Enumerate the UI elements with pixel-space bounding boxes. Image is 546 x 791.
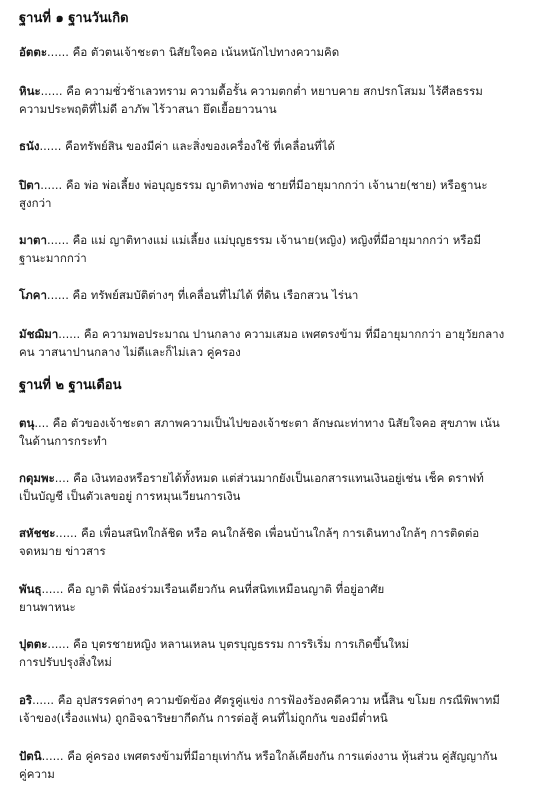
entry-term: ปุตตะ <box>19 637 48 651</box>
entry-definition-line: คือ ตัวตนเจ้าชะตา นิสัยใจคอ เน้นหนักไปทางความคิด <box>72 45 340 59</box>
entry-definition-line: คน วาสนาปานกลาง ไม่ดีและก็ไม่เลว คู่ครอง <box>19 345 241 359</box>
entry-definition-line: คือ ทรัพย์สมบัติต่างๆ ที่เคลื่อนที่ไม่ได้ ที่ดิน เรือกสวน ไร่นา <box>72 288 359 302</box>
entry-definition-line: ความประพฤติที่ไม่ดี อาภัพ ไร้วาสนา ยึดเยื้อยาวนาน <box>19 102 277 116</box>
entry-term: สหัชชะ <box>19 526 56 540</box>
entry-patni <box>19 747 535 783</box>
entry-term: ตนุ <box>19 416 35 430</box>
entry-separator: ...... <box>47 45 69 59</box>
entry-definition-line: การปรับปรุงสิ่งใหม่ <box>19 655 112 669</box>
entry-separator: .... <box>34 416 49 430</box>
entry-term: ธนัง <box>19 139 40 153</box>
entry-definition-line: คู่ความ <box>19 767 55 781</box>
entry-term: พันธุ <box>19 582 42 596</box>
entry-phokha <box>19 286 535 304</box>
entry-definition-line: คือ พ่อ พ่อเลี้ยง พ่อบุญธรรม ญาติทางพ่อ ชายที่มีอายุมากกว่า เจ้านาย(ชาย) หรือฐานะ <box>65 178 488 192</box>
entry-separator: ...... <box>41 749 64 763</box>
entry-thanang <box>19 137 535 155</box>
entry-separator: ...... <box>46 233 69 247</box>
entry-definition-line: คือ ญาติ พี่น้องร่วมเรือนเดียวกัน คนที่สนิทเหมือนญาติ ที่อยู่อาศัย <box>67 582 385 596</box>
entry-mata <box>19 231 535 267</box>
entry-definition-line: คือ ตัวของเจ้าชะตา สภาพความเป็นไปของเจ้าชะตา ลักษณะท่าทาง นิสัยใจคอ สุขภาพ เน้น <box>52 416 500 430</box>
entry-sahatcha <box>19 524 535 560</box>
entry-separator: ...... <box>41 582 64 596</box>
entry-definition-line: เป็นบัญชี เป็นตัวเลขอยู่ การหมุนเวียนการเงิน <box>19 489 241 503</box>
entry-separator: ...... <box>40 178 63 192</box>
entry-pita <box>19 176 535 212</box>
entry-definition-line: คือ ความชั่วช้าเลวทราม ความดื้อรั้น ความตกต่ำ หยาบคาย สกปรกโสมม ไร้ศีลธรรม <box>66 84 483 98</box>
entry-definition-line: คือ เงินทองหรือรายได้ทั้งหมด แต่ส่วนมากยังเป็นเอกสารแทนเงินอยู่เช่น เช็ค ดราฟท์ <box>73 471 484 485</box>
entry-definition-line: ยานพาหนะ <box>19 600 76 614</box>
entry-separator: ...... <box>40 84 63 98</box>
entry-definition-line: ในด้านการกระทำ <box>19 434 108 448</box>
entry-definition-line: คือ เพื่อนสนิทใกล้ชิด หรือ คนใกล้ชิด เพื่อนบ้านใกล้ๆ การเดินทางใกล้ๆ การติดต่อ <box>80 526 480 540</box>
entry-phanthu <box>19 580 535 616</box>
entry-matchima <box>19 325 535 361</box>
entry-term: มัชฌิมา <box>19 327 59 341</box>
entry-separator: .... <box>54 471 70 485</box>
entry-attata <box>19 43 535 61</box>
section-heading-month: ฐานที่ ๒ ฐานเดือน <box>19 378 122 393</box>
entry-term: ปิตา <box>19 178 41 192</box>
entry-definition-line: สูงกว่า <box>19 196 52 210</box>
entry-definition-line: คือ บุตรชายหญิง หลานเหลน บุตรบุญธรรม การริเริ่ม การเกิดขึ้นใหม่ <box>73 637 410 651</box>
entry-term: โภคา <box>19 288 47 302</box>
entry-separator: ...... <box>55 526 78 540</box>
entry-ari <box>19 691 535 727</box>
entry-definition-line: คือ ความพอประมาณ ปานกลาง ความเสมอ เพศตรงข้าม ที่มีอายุมากกว่า อายุวัยกลาง <box>83 327 505 341</box>
entry-puttra <box>19 635 535 671</box>
section-heading-birthday: ฐานที่ ๑ ฐานวันเกิด <box>19 11 129 26</box>
entry-separator: ...... <box>58 327 81 341</box>
entry-definition-line: จดหมาย ข่าวสาร <box>19 544 106 558</box>
entry-term: หินะ <box>19 84 41 98</box>
entry-definition-line: เจ้าของ(เรื่องแฟน) ถูกอิจฉาริษยากีดกัน การต่อสู้ คนที่ไม่ถูกกัน ของมีต่ำหนิ <box>19 711 388 725</box>
entry-kadumpha <box>19 469 535 505</box>
entry-definition-line: ฐานะมากกว่า <box>19 251 87 265</box>
entry-term: อริ <box>19 693 33 707</box>
entry-term: มาตา <box>19 233 47 247</box>
entry-hina <box>19 82 535 118</box>
entry-term: กดุมพะ <box>19 471 55 485</box>
entry-separator: ...... <box>46 288 69 302</box>
entry-tanu <box>19 414 535 450</box>
entry-definition-line: คือ คู่ครอง เพศตรงข้ามที่มีอายุเท่ากัน หรือใกล้เคียงกัน การแต่งงาน หุ้นส่วน คู่สัญญากัน <box>67 749 498 763</box>
entry-definition-line: คือทรัพย์สิน ของมีค่า และสิ่งของเครื่องใช้ ที่เคลื่อนที่ได้ <box>65 139 335 153</box>
entry-separator: ...... <box>39 139 62 153</box>
entry-term: อัตตะ <box>19 45 48 59</box>
entry-definition-line: คือ อุปสรรคต่างๆ ความขัดข้อง ศัตรูคู่แข่ง การฟ้องร้องคดีความ หนี้สิน ขโมย กรณีพิพาทมี <box>57 693 500 707</box>
entry-separator: ...... <box>47 637 70 651</box>
entry-term: ปัตนิ <box>19 749 42 763</box>
entry-separator: ...... <box>32 693 55 707</box>
entry-definition-line: คือ แม่ ญาติทางแม่ แม่เลี้ยง แม่บุญธรรม เจ้านาย(หญิง) หญิงที่มีอายุมากกว่า หรือมี <box>72 233 482 247</box>
